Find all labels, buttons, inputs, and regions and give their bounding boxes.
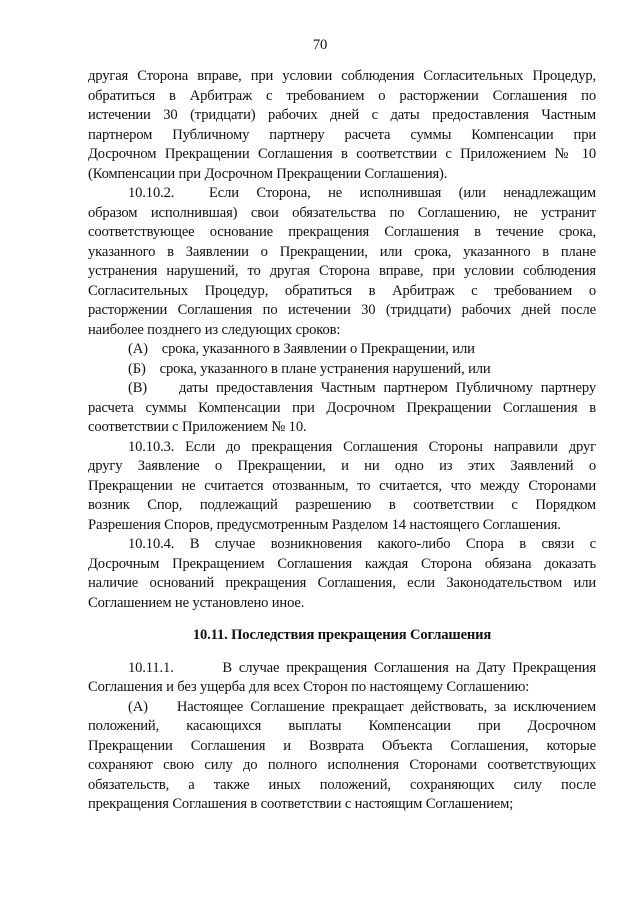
text-line: указанного в Заявлении о Прекращении, или срока, указанного в плане bbox=[88, 243, 596, 260]
text-line: образом исполнившая) свои обязательства по Соглашению, не устранит bbox=[88, 204, 596, 221]
text-line: (А) срока, указанного в Заявлении о Прекращении, или bbox=[128, 341, 475, 357]
text-line: Прекращении не считается отозванным, то считается, что между Сторонами bbox=[88, 477, 596, 494]
text-line: положений, касающихся выплаты Компенсации при Досрочном bbox=[88, 718, 596, 734]
text-line: Разрешения Споров, предусмотренным Разделом 14 настоящего Соглашения. bbox=[88, 516, 561, 533]
page-number: 70 bbox=[312, 37, 328, 53]
text-line: устранения нарушений, то другая Сторона вправе, при условии соблюдения bbox=[88, 263, 596, 279]
text-line: 10.10.4. В случае возникновения какого-либо Спора в связи с bbox=[128, 536, 596, 552]
text-line: наличие оснований прекращения Соглашения, если Законодательством или bbox=[88, 575, 596, 591]
paragraph-gap bbox=[88, 646, 596, 659]
text-line: прекращения Соглашения в соответствии с настоящим Соглашением; bbox=[88, 796, 514, 812]
text-line: Соглашением не установлено иное. bbox=[88, 594, 305, 611]
text-line: истечении 30 (тридцати) рабочих дней с даты предоставления Частным bbox=[88, 107, 596, 123]
text-line: Досрочном Прекращении Соглашения в соответствии с Приложением № 10 bbox=[88, 146, 596, 162]
document-body bbox=[88, 67, 596, 815]
text-line: расторжении Соглашения по истечении 30 (тридцати) рабочих дней после bbox=[88, 302, 596, 318]
text-line: 10.10.2. Если Сторона, не исполнившая (или ненадлежащим bbox=[128, 185, 596, 201]
text-line: (Компенсации при Досрочном Прекращении Соглашения). bbox=[88, 165, 448, 182]
text-line: наиболее позднего из следующих сроков: bbox=[88, 321, 341, 338]
paragraph-gap bbox=[88, 613, 596, 626]
section-heading: 10.11. Последствия прекращения Соглашения bbox=[192, 627, 492, 643]
text-line: возник Спор, подлежащий разрешению в соответствии с Порядком bbox=[88, 497, 596, 513]
text-line: (В) даты предоставления Частным партнером Публичному партнеру bbox=[128, 380, 596, 396]
text-line: соответствии с Приложением № 10. bbox=[88, 419, 307, 435]
text-line: (А) Настоящее Соглашение прекращает действовать, за исключением bbox=[128, 698, 596, 715]
text-line: другая Сторона вправе, при условии соблюдения Согласительных Процедур, bbox=[88, 68, 596, 84]
text-line: другу Заявление о Прекращении, и ни одно из этих Заявлений о bbox=[88, 458, 596, 474]
text-line: 10.10.3. Если до прекращения Соглашения Стороны направили друг bbox=[128, 438, 596, 455]
text-line: обратиться в Арбитраж с требованием о расторжении Соглашения по bbox=[88, 87, 596, 104]
text-line: 10.11.1. В случае прекращения Соглашения на Дату Прекращения bbox=[128, 659, 596, 676]
text-line: Прекращении Соглашения и Возврата Объекта Соглашения, которые bbox=[88, 737, 596, 754]
text-line: партнером Публичному партнеру расчета суммы Компенсации при bbox=[88, 126, 596, 143]
text-line: обязательств, а также иных положений, сохраняющих силу после bbox=[88, 776, 596, 793]
text-line: сохраняют свою силу до полного исполнения Сторонами соответствующих bbox=[88, 757, 596, 773]
text-line: (Б) срока, указанного в плане устранения нарушений, или bbox=[128, 360, 491, 377]
text-line: Досрочным Прекращением Соглашения каждая Сторона обязана доказать bbox=[88, 555, 596, 572]
text-line: Согласительных Процедур, обратиться в Арбитраж с требованием о bbox=[88, 282, 596, 299]
text-line: расчета суммы Компенсации при Досрочном Прекращении Соглашения в bbox=[88, 399, 596, 416]
text-line: Соглашения и без ущерба для всех Сторон по настоящему Соглашению: bbox=[88, 679, 530, 695]
text-line: соответствующее основание прекращения Соглашения в течение срока, bbox=[88, 224, 596, 240]
